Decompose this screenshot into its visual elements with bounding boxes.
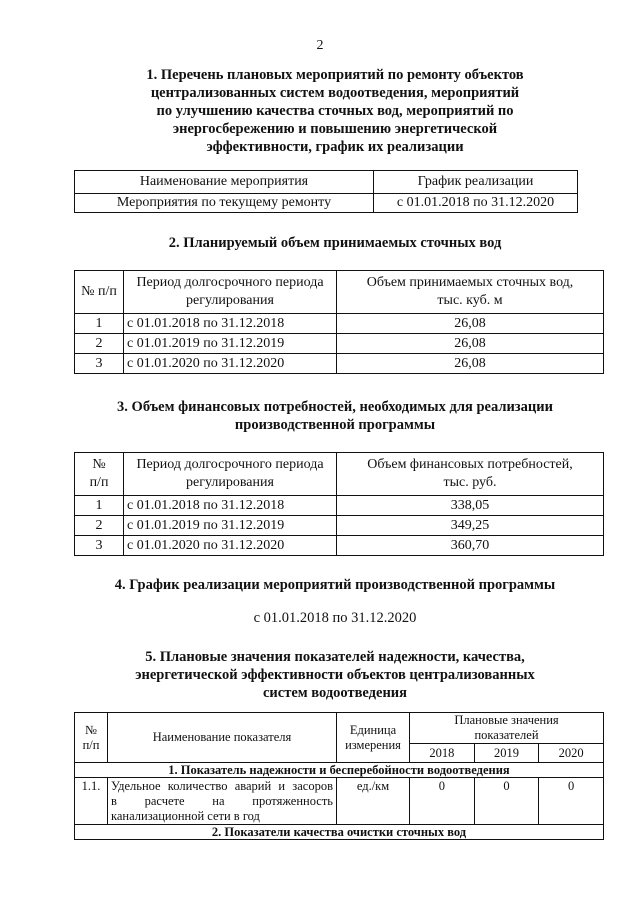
financial-needs-table bbox=[74, 452, 604, 556]
header-planned-values bbox=[410, 713, 604, 744]
header-line: измерения bbox=[345, 737, 401, 752]
table-row bbox=[75, 496, 604, 516]
indicators-table bbox=[74, 712, 604, 840]
row-volume: 26,08 bbox=[337, 354, 604, 374]
row-indicator-name bbox=[108, 778, 337, 825]
section3-title-line: производственной программы bbox=[234, 417, 436, 433]
header-financial-needs bbox=[337, 453, 604, 496]
section5-title-line: 5. Плановые значения показателей надежности, качества, bbox=[145, 649, 525, 665]
row-number: 1.1. bbox=[75, 778, 108, 825]
indicator-line: канализационной сети в год bbox=[111, 809, 260, 823]
table-row bbox=[75, 516, 604, 536]
row-number: 1 bbox=[75, 496, 124, 516]
row-period: с 01.01.2018 по 31.12.2018 bbox=[124, 496, 337, 516]
section4-period: с 01.01.2018 по 31.12.2020 bbox=[253, 610, 417, 626]
row-amount: 360,70 bbox=[337, 536, 604, 556]
page-number: 2 bbox=[316, 38, 324, 53]
row-value-2020: 0 bbox=[539, 778, 604, 825]
header-line: Единица bbox=[349, 722, 397, 737]
header-year: 2019 bbox=[474, 744, 539, 763]
header-line: п/п bbox=[82, 737, 100, 752]
table-header-row bbox=[75, 453, 604, 496]
row-number: 2 bbox=[75, 334, 124, 354]
header-number bbox=[75, 453, 124, 496]
row-number: 2 bbox=[75, 516, 124, 536]
section5-title-line: энергетической эффективности объектов централизованных bbox=[135, 667, 535, 683]
header-year: 2018 bbox=[410, 744, 475, 763]
schedule-cell: с 01.01.2018 по 31.12.2020 bbox=[374, 194, 578, 213]
table-row bbox=[75, 334, 604, 354]
indicator-line: в расчете на протяженность bbox=[111, 794, 333, 808]
activities-table bbox=[74, 170, 578, 213]
row-period: с 01.01.2019 по 31.12.2019 bbox=[124, 334, 337, 354]
header-line: Плановые значения bbox=[454, 713, 559, 727]
row-number: 1 bbox=[75, 314, 124, 334]
row-period: с 01.01.2020 по 31.12.2020 bbox=[124, 354, 337, 374]
wastewater-volume-table bbox=[74, 270, 604, 374]
row-number: 3 bbox=[75, 354, 124, 374]
indicator-line: Удельное количество аварий и засоров bbox=[111, 779, 333, 793]
row-unit: ед./км bbox=[337, 778, 410, 825]
section3-title-line: 3. Объем финансовых потребностей, необходимых для реализации bbox=[117, 399, 553, 415]
row-period: с 01.01.2020 по 31.12.2020 bbox=[124, 536, 337, 556]
section1-title-line: по улучшению качества сточных вод, мероприятий по bbox=[156, 103, 514, 119]
header-number: № п/п bbox=[75, 271, 124, 314]
group-row bbox=[75, 825, 604, 840]
row-number: 3 bbox=[75, 536, 124, 556]
row-value-2019: 0 bbox=[474, 778, 539, 825]
header-line: Период долгосрочного периода bbox=[136, 457, 324, 472]
row-period: с 01.01.2018 по 31.12.2018 bbox=[124, 314, 337, 334]
table-row bbox=[75, 354, 604, 374]
section1-title-line: эффективности, график их реализации bbox=[206, 139, 464, 155]
header-line: регулирования bbox=[186, 293, 274, 308]
table-header-row bbox=[75, 271, 604, 314]
header-period bbox=[124, 453, 337, 496]
header-unit bbox=[337, 713, 410, 763]
section3-title bbox=[60, 398, 610, 434]
header-line: п/п bbox=[89, 475, 109, 490]
header-schedule: График реализации bbox=[374, 171, 578, 194]
table-row bbox=[75, 778, 604, 825]
header-line: показателей bbox=[474, 728, 539, 742]
table-row bbox=[75, 536, 604, 556]
activity-name-cell: Мероприятия по текущему ремонту bbox=[75, 194, 374, 213]
header-line: регулирования bbox=[186, 475, 274, 490]
header-line: № bbox=[92, 457, 106, 472]
header-period bbox=[124, 271, 337, 314]
row-period: с 01.01.2019 по 31.12.2019 bbox=[124, 516, 337, 536]
header-year: 2020 bbox=[539, 744, 604, 763]
section1-title-line: централизованных систем водоотведения, мероприятий bbox=[150, 85, 520, 101]
section5-title-line: систем водоотведения bbox=[262, 685, 408, 701]
section1-title bbox=[60, 66, 610, 156]
row-volume: 26,08 bbox=[337, 334, 604, 354]
header-line: тыс. руб. bbox=[443, 475, 497, 490]
section1-title-line: энергосбережению и повышению энергетической bbox=[172, 121, 498, 137]
row-volume: 26,08 bbox=[337, 314, 604, 334]
header-line: № bbox=[85, 722, 97, 737]
header-indicator-name: Наименование показателя bbox=[108, 713, 337, 763]
group-treatment-quality: 2. Показатели качества очистки сточных вод bbox=[75, 825, 604, 840]
table-header-row bbox=[75, 171, 578, 194]
section1-title-line: 1. Перечень плановых мероприятий по ремонту объектов bbox=[146, 67, 524, 83]
header-volume bbox=[337, 271, 604, 314]
section2-title: 2. Планируемый объем принимаемых сточных вод bbox=[168, 235, 502, 251]
header-line: Объем принимаемых сточных вод, bbox=[366, 275, 574, 290]
header-line: Объем финансовых потребностей, bbox=[367, 457, 573, 472]
section5-title bbox=[60, 648, 610, 702]
table-row bbox=[75, 194, 578, 213]
table-row bbox=[75, 314, 604, 334]
row-value-2018: 0 bbox=[410, 778, 475, 825]
header-activity-name: Наименование мероприятия bbox=[75, 171, 374, 194]
row-amount: 338,05 bbox=[337, 496, 604, 516]
table-header-row bbox=[75, 713, 604, 744]
header-number bbox=[75, 713, 108, 763]
header-line: Период долгосрочного периода bbox=[136, 275, 324, 290]
row-amount: 349,25 bbox=[337, 516, 604, 536]
group-reliability: 1. Показатель надежности и бесперебойности водоотведения bbox=[75, 763, 604, 778]
header-line: тыс. куб. м bbox=[437, 293, 503, 308]
section4-title: 4. График реализации мероприятий производственной программы bbox=[114, 577, 556, 593]
group-row bbox=[75, 763, 604, 778]
